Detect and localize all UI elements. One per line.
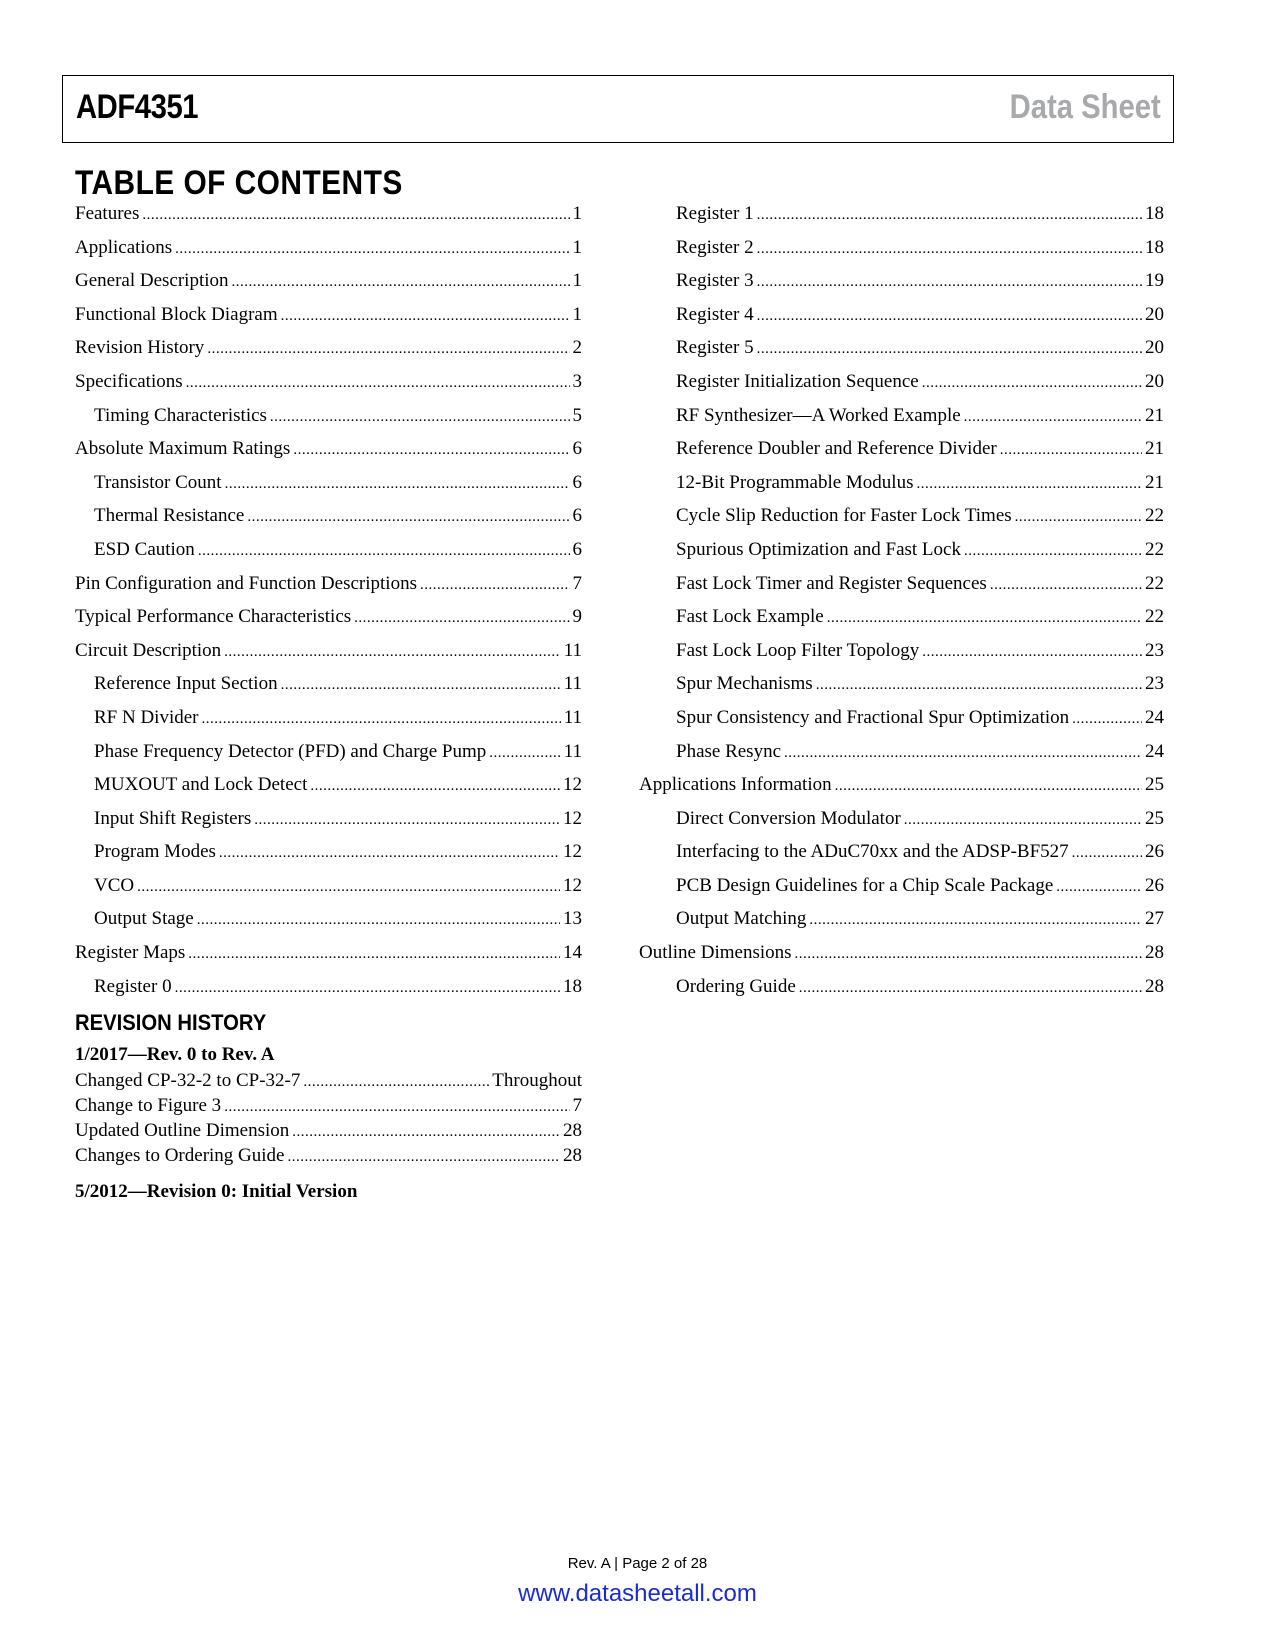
dot-leader [225, 476, 570, 493]
dot-leader [270, 409, 570, 426]
toc-entry[interactable] [657, 505, 1164, 539]
entry-page: 22 [1145, 606, 1164, 628]
toc-entry[interactable] [75, 304, 582, 338]
toc-entry[interactable] [75, 371, 582, 405]
entry-label: Absolute Maximum Ratings [75, 438, 291, 460]
entry-page: 1 [572, 270, 582, 292]
toc-entry[interactable] [657, 606, 1164, 640]
entry-label: Pin Configuration and Function Descriptions [75, 572, 417, 594]
entry-label: Ordering Guide [676, 975, 796, 997]
revision-entries [75, 1070, 582, 1170]
dot-leader [922, 375, 1142, 392]
entry-label: Register 2 [676, 236, 754, 258]
entry-label: PCB Design Guidelines for a Chip Scale Package [676, 874, 1054, 896]
entry-page: 20 [1145, 370, 1164, 392]
entry-page: 3 [572, 370, 582, 392]
entry-page: 28 [1145, 975, 1164, 997]
entry-label: Fast Lock Example [676, 606, 824, 628]
dot-leader [1072, 711, 1142, 728]
entry-label: Reference Doubler and Reference Divider [676, 438, 997, 460]
dot-leader [310, 778, 560, 795]
toc-entry[interactable] [657, 573, 1164, 607]
toc-entry[interactable] [75, 841, 582, 875]
dot-leader [835, 778, 1142, 795]
dot-leader [757, 241, 1142, 258]
entry-label: Output Stage [94, 908, 194, 930]
entry-page: 24 [1145, 706, 1164, 728]
document-type: Data Sheet [1009, 88, 1161, 126]
toc-entry[interactable] [75, 337, 582, 371]
entry-page: 6 [572, 471, 582, 493]
toc-title: TABLE OF CONTENTS [75, 164, 403, 202]
dot-leader [1000, 442, 1142, 459]
entry-label: Applications [75, 236, 173, 258]
toc-entry[interactable] [657, 203, 1164, 237]
entry-label: Applications Information [639, 774, 832, 796]
toc-entry[interactable] [657, 371, 1164, 405]
entry-label: Input Shift Registers [94, 807, 252, 829]
revision-heading: 1/2017—Rev. 0 to Rev. A [75, 1044, 275, 1065]
entry-label: Interfacing to the ADuC70xx and the ADSP-BF527 [676, 841, 1069, 863]
entry-label: Phase Frequency Detector (PFD) and Charge Pump [94, 740, 487, 762]
dot-leader [799, 980, 1142, 997]
dot-leader [990, 577, 1142, 594]
dot-leader [186, 375, 570, 392]
entry-page: 7 [572, 572, 582, 594]
toc-entry[interactable] [75, 707, 582, 741]
entry-page: 11 [563, 673, 582, 695]
entry-page: 21 [1145, 404, 1164, 426]
dot-leader [816, 677, 1142, 694]
toc-entry[interactable] [639, 942, 1164, 976]
toc-entry[interactable] [75, 942, 582, 976]
entry-page: 6 [572, 538, 582, 560]
dot-leader [916, 476, 1142, 493]
entry-label: Cycle Slip Reduction for Faster Lock Times [676, 505, 1012, 527]
dot-leader [224, 644, 561, 661]
dot-leader [489, 745, 560, 762]
entry-label: Changes to Ordering Guide [75, 1145, 285, 1166]
entry-page: 20 [1145, 303, 1164, 325]
toc-entry[interactable] [75, 505, 582, 539]
toc-entry[interactable] [75, 405, 582, 439]
toc-entry[interactable] [75, 640, 582, 674]
entry-label: Register 3 [676, 270, 754, 292]
product-name: ADF4351 [76, 88, 199, 126]
entry-page: 25 [1145, 774, 1164, 796]
toc-entry[interactable] [75, 741, 582, 775]
toc-entry[interactable] [657, 741, 1164, 775]
dot-leader [287, 1149, 560, 1166]
entry-label: Fast Lock Loop Filter Topology [676, 639, 920, 661]
entry-page: 12 [563, 841, 582, 863]
entry-page: 22 [1145, 505, 1164, 527]
dot-leader [281, 677, 561, 694]
toc-entry[interactable] [657, 539, 1164, 573]
page-number: Rev. A | Page 2 of 28 [567, 1555, 708, 1572]
entry-label: Transistor Count [94, 471, 222, 493]
toc-entry[interactable] [657, 841, 1164, 875]
entry-page: 25 [1145, 807, 1164, 829]
revision-rev-0 [75, 1181, 582, 1207]
entry-label: RF N Divider [94, 706, 199, 728]
entry-label: Updated Outline Dimension [75, 1120, 290, 1141]
dot-leader [964, 409, 1142, 426]
entry-page: 11 [563, 740, 582, 762]
toc-entry[interactable] [75, 472, 582, 506]
revision-history-title: REVISION HISTORY [75, 1010, 267, 1035]
entry-label: Thermal Resistance [94, 505, 245, 527]
dot-leader [292, 1124, 560, 1141]
entry-label: Fast Lock Timer and Register Sequences [676, 572, 987, 594]
entry-label: Outline Dimensions [639, 942, 792, 964]
toc-entry[interactable] [75, 808, 582, 842]
entry-label: Program Modes [94, 841, 216, 863]
toc-entry[interactable] [657, 707, 1164, 741]
revision-entry [75, 1095, 582, 1120]
dot-leader [303, 1074, 489, 1091]
dot-leader [1072, 845, 1142, 862]
entry-label: Output Matching [676, 908, 807, 930]
entry-page: 19 [1145, 270, 1164, 292]
entry-page: 26 [1145, 874, 1164, 896]
dot-leader [757, 207, 1142, 224]
entry-page: 11 [563, 706, 582, 728]
entry-page: 5 [572, 404, 582, 426]
entry-label: Timing Characteristics [94, 404, 267, 426]
entry-page: 26 [1145, 841, 1164, 863]
entry-page: 12 [563, 774, 582, 796]
revision-rev-a [75, 1044, 582, 1170]
toc-left-column [75, 203, 582, 1009]
revision-entry [75, 1145, 582, 1170]
toc-entry[interactable] [75, 606, 582, 640]
entry-page: 21 [1145, 438, 1164, 460]
dot-leader [175, 241, 569, 258]
revision-heading: 5/2012—Revision 0: Initial Version [75, 1181, 358, 1202]
toc-entry[interactable] [657, 270, 1164, 304]
entry-label: MUXOUT and Lock Detect [94, 774, 308, 796]
toc-entry[interactable] [75, 539, 582, 573]
entry-page: 28 [563, 1120, 582, 1141]
dot-leader [142, 207, 569, 224]
entry-label: Register Initialization Sequence [676, 370, 919, 392]
entry-page: Throughout [492, 1070, 582, 1091]
dot-leader [198, 543, 570, 560]
entry-page: 24 [1145, 740, 1164, 762]
toc-entry[interactable] [75, 270, 582, 304]
dot-leader [795, 946, 1142, 963]
dot-leader [219, 845, 560, 862]
dot-leader [232, 274, 570, 291]
dot-leader [922, 644, 1142, 661]
entry-label: Direct Conversion Modulator [676, 807, 901, 829]
page-header [62, 75, 1174, 143]
entry-page: 6 [572, 438, 582, 460]
dot-leader [281, 308, 570, 325]
dot-leader [1015, 509, 1142, 526]
entry-page: 1 [572, 203, 582, 224]
toc-right-column [639, 203, 1164, 1009]
dot-leader [827, 610, 1142, 627]
dot-leader [207, 341, 569, 358]
toc-entry[interactable] [657, 808, 1164, 842]
toc-entry[interactable] [75, 976, 582, 1010]
toc-entry[interactable] [657, 438, 1164, 472]
dot-leader [964, 543, 1142, 560]
toc-entry[interactable] [75, 774, 582, 808]
entry-page: 12 [563, 874, 582, 896]
entry-label: RF Synthesizer—A Worked Example [676, 404, 961, 426]
dot-leader [784, 745, 1142, 762]
entry-page: 11 [563, 639, 582, 661]
entry-page: 22 [1145, 538, 1164, 560]
watermark-link[interactable]: www.datasheetall.com [518, 1580, 757, 1607]
dot-leader [247, 509, 569, 526]
dot-leader [175, 980, 560, 997]
entry-page: 13 [563, 908, 582, 930]
entry-label: 12-Bit Programmable Modulus [676, 471, 914, 493]
toc-entry[interactable] [657, 640, 1164, 674]
entry-page: 28 [563, 1145, 582, 1166]
toc-entry[interactable] [657, 976, 1164, 1010]
dot-leader [354, 610, 569, 627]
dot-leader [197, 912, 560, 929]
entry-page: 20 [1145, 337, 1164, 359]
toc-entry[interactable] [657, 337, 1164, 371]
dot-leader [757, 274, 1142, 291]
toc-entry[interactable] [657, 673, 1164, 707]
dot-leader [757, 308, 1142, 325]
entry-page: 12 [563, 807, 582, 829]
dot-leader [224, 1099, 569, 1116]
dot-leader [1056, 879, 1142, 896]
toc-entry[interactable] [657, 304, 1164, 338]
dot-leader [188, 946, 560, 963]
dot-leader [254, 812, 560, 829]
dot-leader [202, 711, 561, 728]
entry-label: Features [75, 203, 140, 224]
entry-label: Spurious Optimization and Fast Lock [676, 538, 961, 560]
dot-leader [757, 341, 1142, 358]
entry-label: Circuit Description [75, 639, 222, 661]
entry-label: Register 4 [676, 303, 754, 325]
toc-entry[interactable] [657, 875, 1164, 909]
entry-page: 28 [1145, 942, 1164, 964]
dot-leader [420, 577, 570, 594]
entry-label: Reference Input Section [94, 673, 278, 695]
entry-page: 6 [572, 505, 582, 527]
entry-page: 1 [572, 303, 582, 325]
entry-page: 1 [572, 236, 582, 258]
entry-label: Change to Figure 3 [75, 1095, 222, 1116]
toc-entry[interactable] [657, 472, 1164, 506]
entry-page: 7 [572, 1095, 582, 1116]
revision-entry [75, 1070, 582, 1095]
entry-page: 18 [1145, 236, 1164, 258]
toc-entry[interactable] [75, 875, 582, 909]
entry-label: General Description [75, 270, 229, 292]
toc-entry[interactable] [75, 908, 582, 942]
entry-label: Changed CP-32-2 to CP-32-7 [75, 1070, 301, 1091]
entry-page: 18 [1145, 203, 1164, 224]
entry-label: Spur Mechanisms [676, 673, 813, 695]
toc-entry[interactable] [75, 237, 582, 271]
entry-label: Register 0 [94, 975, 172, 997]
entry-page: 14 [563, 942, 582, 964]
toc-entry[interactable] [657, 237, 1164, 271]
dot-leader [904, 812, 1142, 829]
entry-page: 2 [572, 337, 582, 359]
dot-leader [137, 879, 560, 896]
entry-label: Spur Consistency and Fractional Spur Optimization [676, 706, 1070, 728]
entry-label: Register Maps [75, 942, 186, 964]
entry-page: 9 [572, 606, 582, 628]
entry-label: VCO [94, 874, 135, 896]
entry-label: Register 5 [676, 337, 754, 359]
entry-label: Functional Block Diagram [75, 303, 278, 325]
entry-label: Register 1 [676, 203, 754, 224]
entry-label: Revision History [75, 337, 205, 359]
entry-page: 27 [1145, 908, 1164, 930]
entry-page: 21 [1145, 471, 1164, 493]
entry-label: ESD Caution [94, 538, 195, 560]
entry-label: Specifications [75, 370, 183, 392]
toc-entry[interactable] [75, 203, 582, 237]
entry-page: 23 [1145, 639, 1164, 661]
entry-label: Typical Performance Characteristics [75, 606, 352, 628]
dot-leader [293, 442, 569, 459]
revision-entry [75, 1120, 582, 1145]
toc-entry[interactable] [657, 908, 1164, 942]
entry-page: 23 [1145, 673, 1164, 695]
toc-entry[interactable] [75, 438, 582, 472]
toc-entry[interactable] [657, 405, 1164, 439]
entry-page: 18 [563, 975, 582, 997]
entry-label: Phase Resync [676, 740, 782, 762]
dot-leader [809, 912, 1142, 929]
toc-entry[interactable] [639, 774, 1164, 808]
toc-entry[interactable] [75, 673, 582, 707]
toc-entry[interactable] [75, 573, 582, 607]
entry-page: 22 [1145, 572, 1164, 594]
